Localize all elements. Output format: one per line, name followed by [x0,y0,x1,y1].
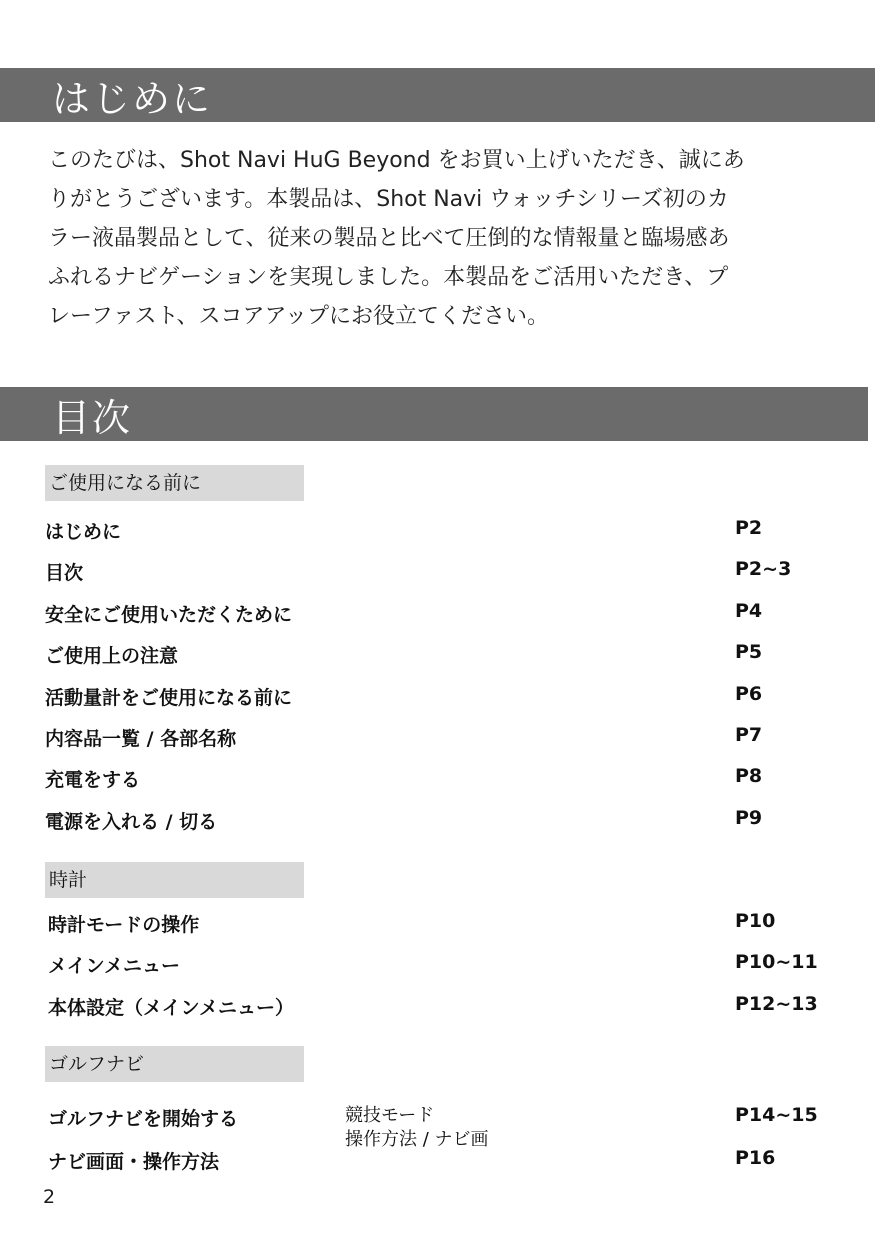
toc-entry-page: P4 [735,600,763,622]
intro-line: りがとうございます。本製品は、Shot Navi ウォッチシリーズ初のカ [48,187,729,212]
toc-entry-page: P9 [735,807,763,829]
toc-entry-page: P5 [735,641,763,663]
toc-entry[interactable] [45,993,835,1023]
toc-entry-page: P6 [735,683,763,705]
toc-entry-page: P8 [735,765,763,787]
toc-entry-title: メインメニュー [48,955,181,977]
toc-entry-title: 時計モードの操作 [48,914,200,936]
toc-entry-page: P10 [735,910,776,932]
toc-entry-page: P14~15 [735,1104,818,1126]
toc-entry-page: P10~11 [735,951,818,973]
intro-heading-banner [0,68,875,122]
toc-entry[interactable] [45,724,835,754]
toc-entry[interactable] [45,517,835,547]
toc-entry-title: ゴルフナビを開始する [48,1108,239,1130]
toc-entry[interactable] [45,1104,835,1152]
page-number: 2 [43,1186,56,1208]
toc-entry[interactable] [45,807,835,837]
toc-entry-title: 電源を入れる / 切る [45,811,218,833]
intro-line: このたびは、Shot Navi HuG Beyond をお買い上げいただき、誠にあ [48,148,745,173]
toc-entry-title: 本体設定（メインメニュー） [48,997,295,1019]
toc-entry-subtitle: 競技モード [345,1105,435,1126]
toc-section-clock: 時計 [45,862,304,898]
toc-entry-title: ご使用上の注意 [45,645,179,667]
toc-section-golf-navi: ゴルフナビ [45,1046,304,1082]
toc-entry-subtitle: 操作方法 / ナビ画 [345,1129,489,1150]
toc-entry[interactable] [45,1147,835,1177]
toc-entry-title: ナビ画面・操作方法 [48,1151,220,1173]
toc-entry-title: はじめに [45,521,122,543]
toc-heading: 目次 [52,395,133,440]
toc-entry[interactable] [45,558,835,588]
toc-entry-title: 安全にご使用いただくために [45,604,293,626]
intro-line: ラー液晶製品として、従来の製品と比べて圧倒的な情報量と臨場感あ [48,226,730,251]
toc-entry[interactable] [45,951,835,981]
toc-entry-page: P7 [735,724,763,746]
toc-entry-page: P2~3 [735,558,792,580]
toc-entry-page: P12~13 [735,993,818,1015]
intro-paragraph [48,141,808,336]
toc-entry[interactable] [45,683,835,713]
intro-line: ふれるナビゲーションを実現しました。本製品をご活用いただき、プ [48,265,729,290]
toc-entry[interactable] [45,641,835,671]
toc-entry-title: 充電をする [45,769,141,791]
toc-entry[interactable] [45,910,835,940]
toc-section-before-use: ご使用になる前に [45,465,304,501]
toc-entry-page: P16 [735,1147,776,1169]
toc-entry-title: 活動量計をご使用になる前に [45,687,293,709]
intro-line: レーファスト、スコアアップにお役立てください。 [48,304,549,329]
toc-heading-banner [0,387,868,441]
toc-entry[interactable] [45,765,835,795]
toc-entry-title: 目次 [45,562,84,584]
toc-entry-title: 内容品一覧 / 各部名称 [45,728,237,750]
toc-entry[interactable] [45,600,835,630]
toc-entry-page: P2 [735,517,763,539]
intro-heading: はじめに [52,76,213,121]
